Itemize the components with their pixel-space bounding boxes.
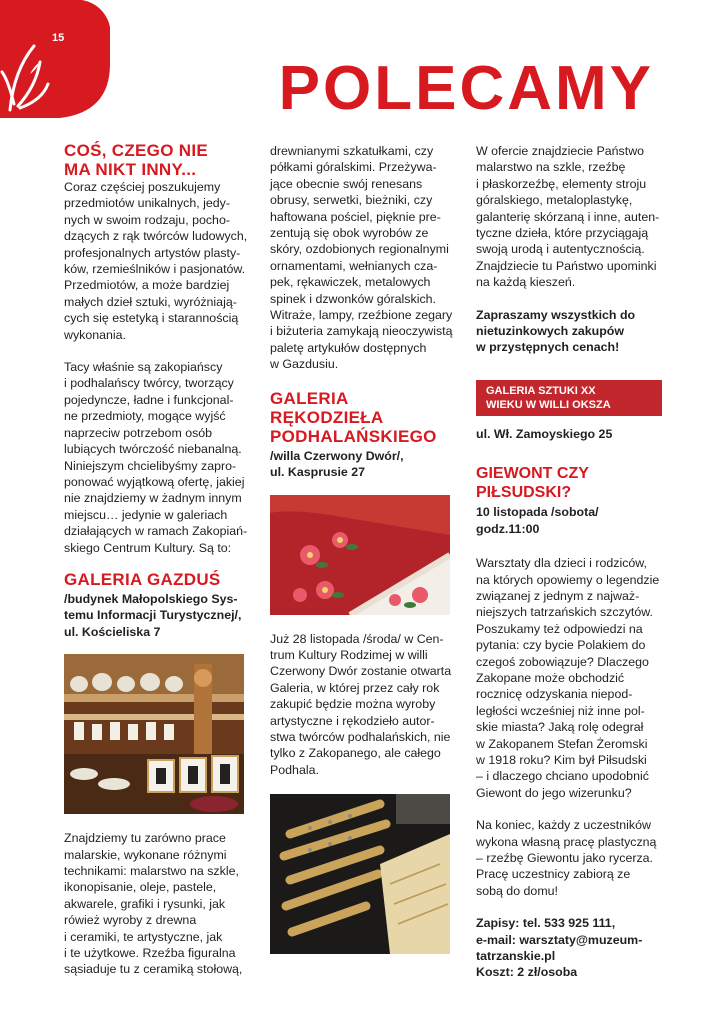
jewelry-photo: [270, 794, 450, 954]
page-masthead: POLECAMY: [278, 54, 654, 123]
gallery-oksza-badge: GALERIA SZTUKI XX WIEKU W WILLI OKSZA: [476, 380, 662, 416]
gallery-podhale-address: /willa Czerwony Dwór/, ul. Kasprusie 27: [270, 448, 404, 480]
workshop-description: Warsztaty dla dzieci i rodziców, na których opowiemy o legendzie związanej z jednym z najważ- niejszych tatrzańskich szczytów. Poszukamy też odpowiedzi na pytania: czy bycie Polakiem do czegoś zobowiązuje? Dlaczego Zakopane może obchodzić rocznicę odzyskania niepod- ległości wcześniej niż inne pol- skie miasta? Jaką rolę odegrał w Zakopanem Stefan Żeromski w 1918 roku? Kim był Piłsudski – i dlaczego chciano upodobnić Giewont do jego wizerunku?: [476, 556, 660, 800]
gallery-gazdus-address: /budynek Małopolskiego Sys- temu Informacji Turystycznej/, ul. Kościeliska 7: [64, 591, 242, 639]
creators-paragraph: Tacy właśnie są zakopiańscy i podhalańscy twórcy, tworzący pojedyncze, ładne i funkcjonal- ne przedmioty, mogące wyjść naprzeciw potrzebom osób lubiących twórczość niebanalną. Niniejszym chcielibyśmy zapro- ponować wyjątkową ofertę, jakiej nie znajdziemy w żadnym innym miejscu… jedynie w galeriach działających w ramach Zakopiań- skiego Centrum Kultury. Są to:: [64, 360, 248, 555]
podhale-description: Już 28 listopada /środa/ w Cen- trum Kultury Rodzimej w willi Czerwony Dwór zostanie otwarta Galeria, w której przez cały rok zakupić będzie można wyroby artystyczne i rękodzieło autor- stwa twórców podhalańskich, nie tylko z Zakopanego, ale całego Podhala.: [270, 631, 452, 777]
page-number: 15: [52, 32, 65, 44]
corner-ornament: [0, 0, 110, 120]
intro-paragraph: Coraz częściej poszukujemy przedmiotów unikalnych, jedy- nych w swoim rodzaju, pocho- dzących z rąk twórców ludowych, profesjonalnych artystów plasty- ków, rzemieślników i pasjonatów. Przedmiotów, a może bardziej małych dzieł sztuki, wyróżniają- cych się estetyką i starannością wykonania.: [64, 180, 248, 342]
offer-paragraph: W ofercie znajdziecie Państwo malarstwo na szkle, rzeźbę i płaskorzeźbę, elementy stroju góralskiego, metaloplastykę, galanterię skórzaną i inne, auten- tyczne dzieła, które przyciągają swoją urodą i autentycznością. Znajdziecie tu Państwo upominki na każdą kieszeń.: [476, 144, 660, 290]
embroidery-photo: [270, 495, 450, 615]
event-title: GIEWONT CZY PIŁSUDSKI?: [476, 465, 589, 502]
article-heading: COŚ, CZEGO NIE MA NIKT INNY...: [64, 141, 208, 179]
registration-contact: Zapisy: tel. 533 925 111, e-mail: warsztaty@muzeum- tatrzanskie.pl Koszt: 2 zł/osoba: [476, 916, 643, 980]
invitation-text: Zapraszamy wszystkich do nietuzinkowych zakupów w przystępnych cenach!: [476, 307, 636, 355]
gallery-podhale-heading: GALERIA RĘKODZIEŁA PODHALAŃSKIEGO: [270, 388, 437, 446]
column-3: [476, 143, 662, 981]
gazdus-description: Znajdziemy tu zarówno prace malarskie, wykonane różnymi technikami: malarstwo na szkle, ikonopisanie, oleje, pastele, akwarele, grafiki i rysunki, jak rówież wyroby z drewna i ceramiki, te artystyczne, jak i te użytkowe. Rzeźba figuralna sąsiaduje tu z ceramiką stołową,: [64, 831, 243, 977]
event-date: 10 listopada /sobota/ godz.11:00: [476, 505, 599, 536]
gallery-gazdus-heading: GALERIA GAZDUŚ: [64, 569, 221, 589]
gazdus-shop-photo: [64, 654, 244, 814]
column-1: [64, 141, 250, 994]
gallery-oksza-address: ul. Wł. Zamoyskiego 25: [476, 426, 613, 441]
gazdus-description-continued: drewnianymi szkatułkami, czy półkami góralskimi. Przeżywa- jące obecnie swój renesans obrusy, serwetki, bieżniki, czy haftowana pościel, pięknie pre- zentują się obok wyrobów ze skóry, ozdobionych regionalnymi ornamentami, wełnianych cza- pek, rękawiczek, metalowych spinek i dzwonków góralskich. Witraże, lampy, rzeźbione zegary i biżuteria zamykają nieoczywistą paletę artykułów dostępnych w Gazdusiu.: [270, 144, 453, 372]
workshop-closing: Na koniec, każdy z uczestników wykona własną pracę plastyczną – rzeźbę Giewontu jako rycerza. Pracę uczestnicy zabiorą ze sobą do domu!: [476, 818, 657, 898]
column-2: [270, 143, 456, 970]
